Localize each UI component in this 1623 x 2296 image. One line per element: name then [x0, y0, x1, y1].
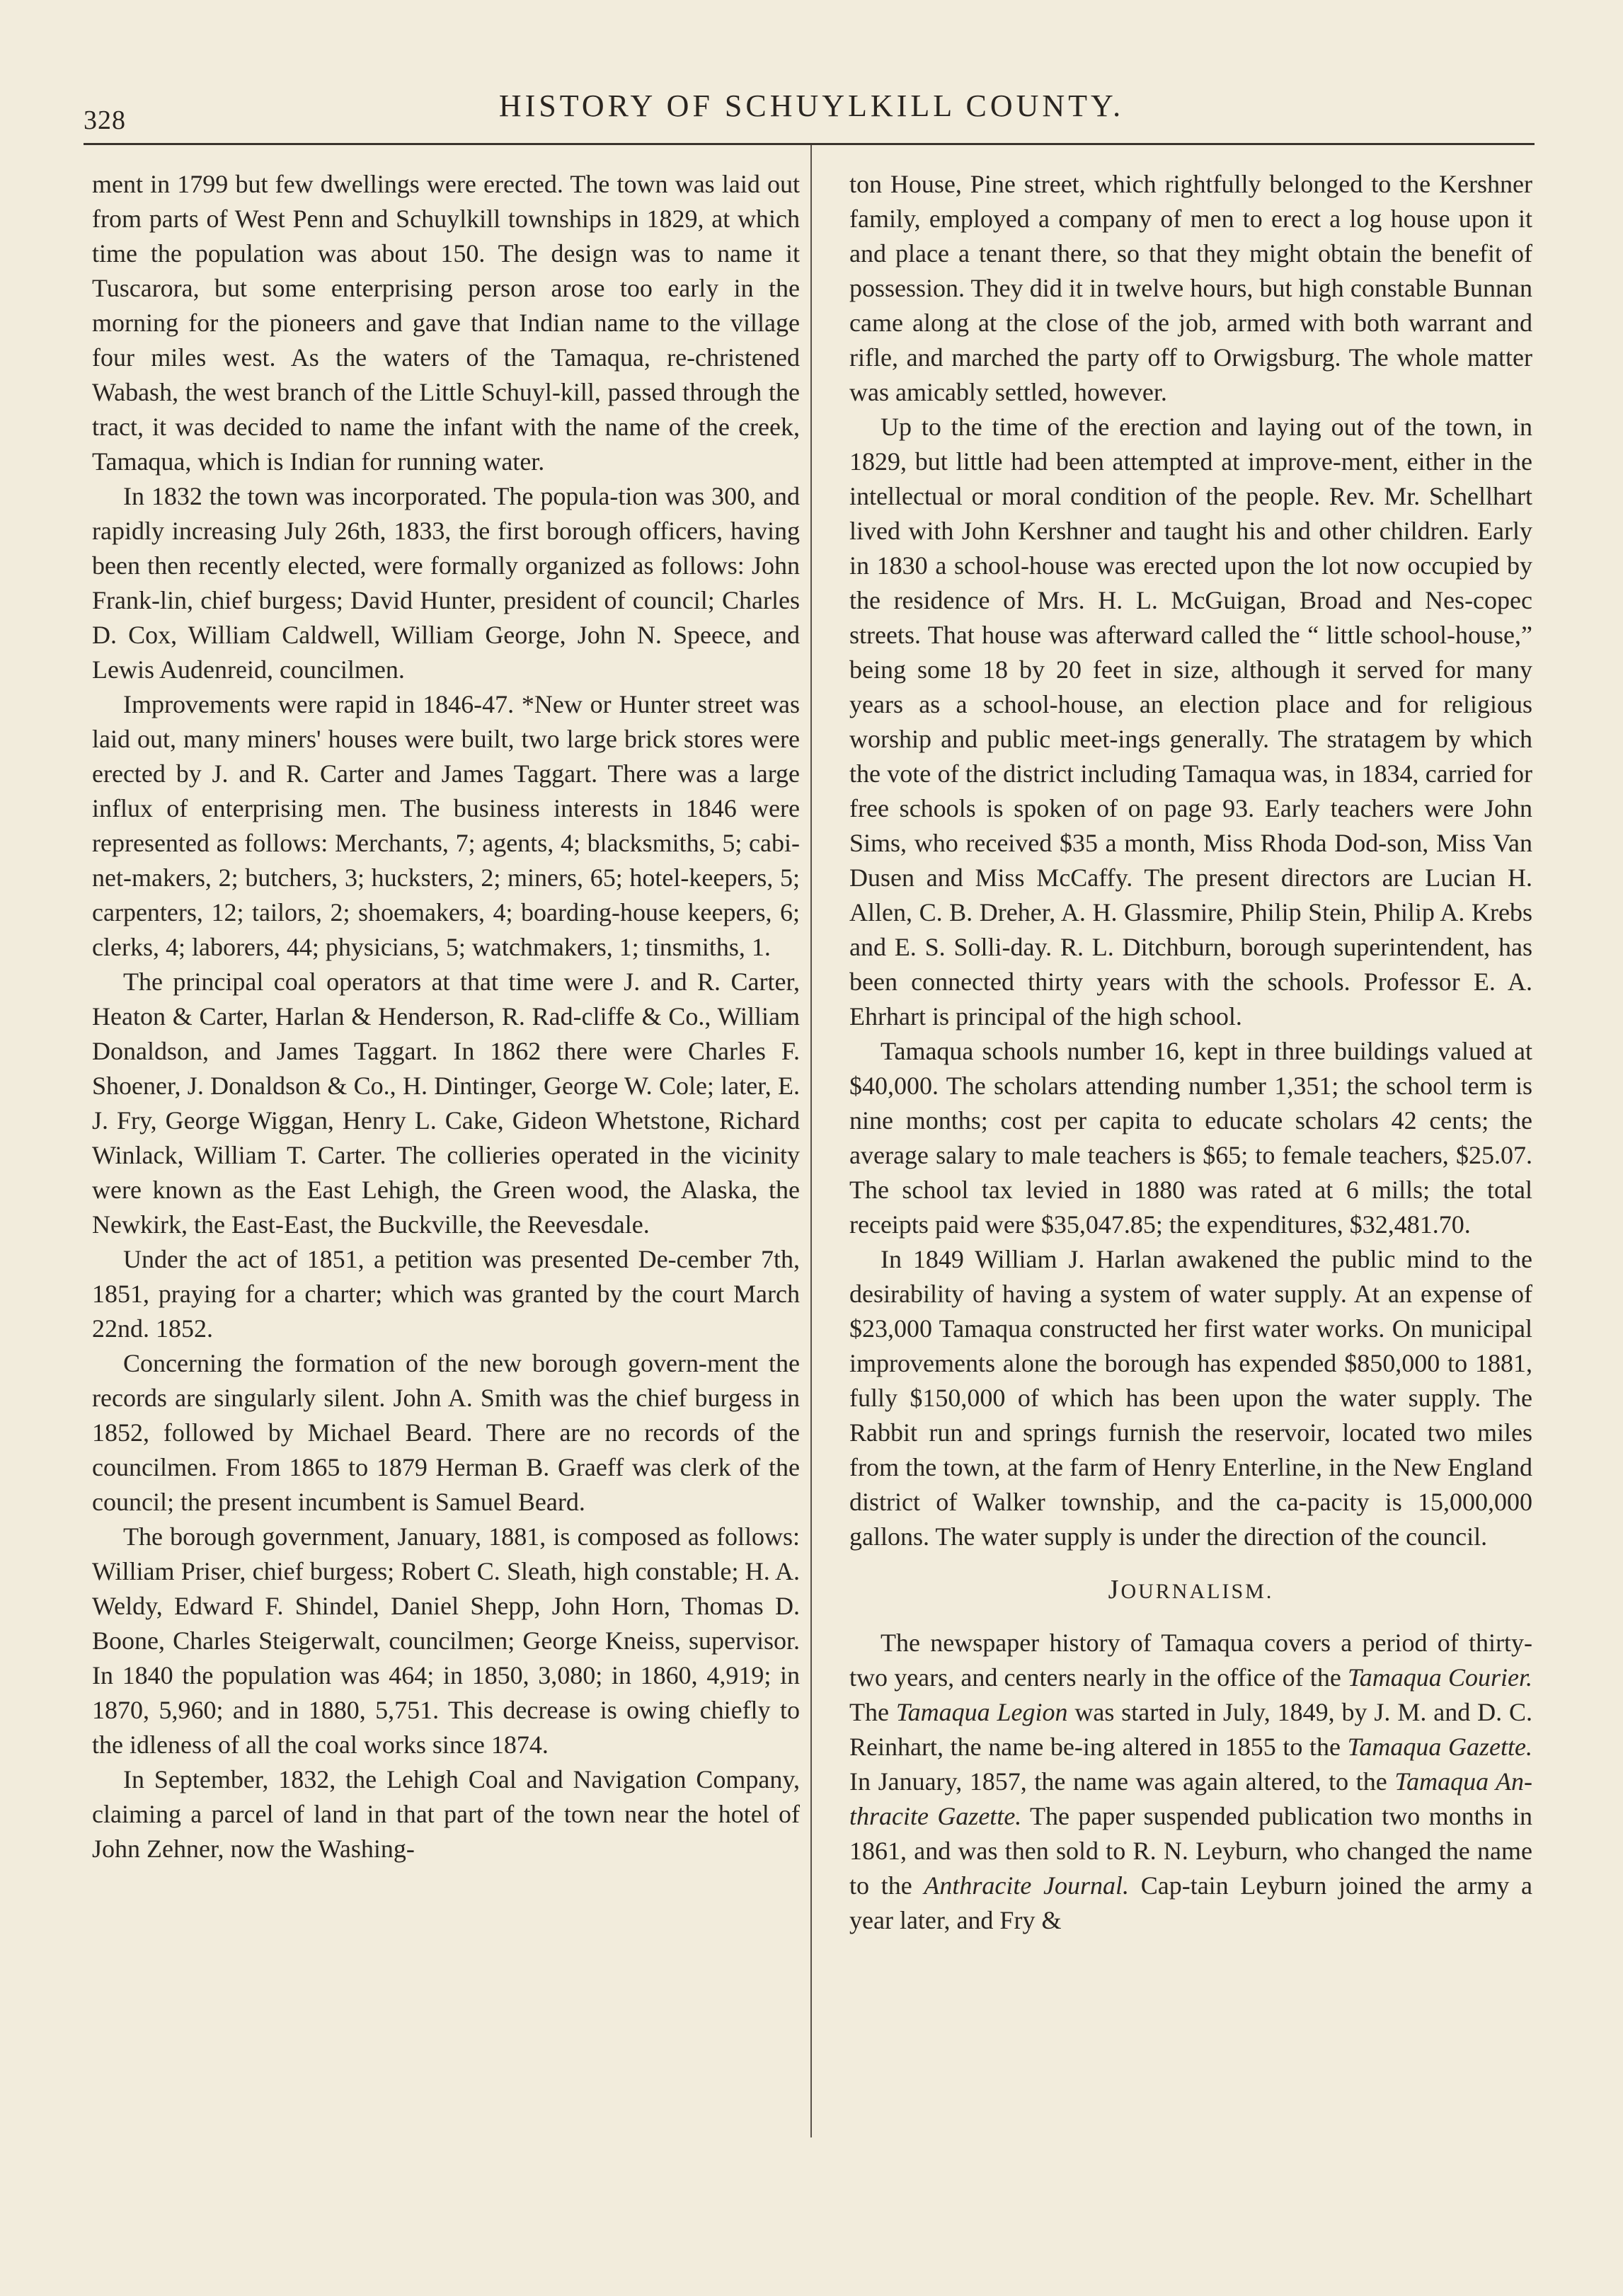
header-rule	[84, 143, 1535, 145]
paragraph: The borough government, January, 1881, is composed as follows: William Priser, chief burgess; Robert C. Sleath, high constable; H. A. Weldy, Edward F. Shindel, Daniel Shepp, John Horn, Thomas D. Boone, Charles Steigerwalt, councilmen; George Kneiss, supervisor. In 1840 the population was 464; in 1850, 3,080; in 1860, 4,919; in 1870, 5,960; and in 1880, 5,751. This decrease is owing chiefly to the idleness of all the coal works since 1874.	[92, 1522, 800, 1759]
newspaper-title: Tamaqua An-thracite Gazette.	[849, 1767, 1532, 1830]
page-number: 328	[84, 105, 126, 135]
paragraph: ment in 1799 but few dwellings were erected. The town was laid out from parts of West Penn and Schuylkill townships in 1829, at which time the population was about 150. The design was to name it Tuscarora, but some enterprising person arose too early in the morning for the pioneers and gave that Indian name to the village four miles west. As the waters of the Tamaqua, re-christened Wabash, the west branch of the Little Schuyl-kill, passed through the tract, it was decided to name the infant with the name of the creek, Tamaqua, which is Indian for running water.	[92, 170, 800, 476]
text-run: In January, 1857, the name was again altered, to the	[849, 1767, 1395, 1796]
right-column	[849, 167, 1532, 1938]
paragraph: In September, 1832, the Lehigh Coal and Navigation Company, claiming a parcel of land in that part of the town near the hotel of John Zehner, now the Washing-	[92, 1765, 800, 1863]
paragraph: Tamaqua schools number 16, kept in three buildings valued at $40,000. The scholars attending number 1,351; the school term is nine months; cost per capita to educate scholars 42 cents; the average salary to male teachers is $65; to female teachers, $25.07. The school tax levied in 1880 was rated at 6 mills; the total receipts paid were $35,047.85; the expenditures, $32,481.70.	[849, 1037, 1532, 1239]
text-run: was started in July, 1849, by J. M. and D. C. Reinhart, the name be-ing altered in 1855 to the	[849, 1698, 1533, 1761]
paragraph-journalism	[849, 1626, 1532, 1938]
text-run: The paper suspended publication two months in 1861, and was then sold to R. N. Leyburn, who changed the name to the	[849, 1802, 1532, 1900]
newspaper-title: Tamaqua Gazette.	[1347, 1733, 1533, 1761]
newspaper-title: Anthracite Journal.	[924, 1871, 1130, 1900]
paragraph: In 1832 the town was incorporated. The popula-tion was 300, and rapidly increasing July 26th, 1833, the first borough officers, having been then recently elected, were formally organized as follows: John Frank-lin, chief burgess; David Hunter, president of council; Charles D. Cox, William Caldwell, William George, John N. Speece, and Lewis Audenreid, councilmen.	[92, 482, 800, 684]
paragraph: In 1849 William J. Harlan awakened the public mind to the desirability of having a system of water supply. At an expense of $23,000 Tamaqua constructed her first water works. On municipal improvements alone the borough has expended $850,000 to 1881, fully $150,000 of which has been upon the water supply. The Rabbit run and springs furnish the reservoir, located two miles from the town, at the farm of Henry Enterline, in the New England district of Walker township, and the ca-pacity is 15,000,000 gallons. The water supply is under the direction of the council.	[849, 1245, 1532, 1551]
column-divider	[810, 145, 812, 2137]
heading-initial: J	[1108, 1575, 1121, 1605]
paragraph: Up to the time of the erection and laying out of the town, in 1829, but little had been attempted at improve-ment, either in the intellectual or moral condition of the people. Rev. Mr. Schellhart lived with John Kershner and taught his and other children. Early in 1830 a school-house was erected upon the lot now occupied by the residence of Mrs. H. L. McGuigan, Broad and Nes-copec streets. That house was afterward called the “ little school-house,” being some 18 by 20 feet in size, although it served for many years as a school-house, an election place and for religious worship and public meet-ings generally. The stratagem by which the vote of the district including Tamaqua was, in 1834, carried for free schools is spoken of on page 93. Early teachers were John Sims, who received $35 a month, Miss Rhoda Dod-son, Miss Van Dusen and Miss McCaffy. The present directors are Lucian H. Allen, C. B. Dreher, A. H. Glassmire, Philip Stein, Philip A. Krebs and E. S. Solli-day. R. L. Ditchburn, borough superintendent, has been connected thirty years with the schools. Professor E. A. Ehrhart is principal of the high school.	[849, 413, 1532, 1031]
newspaper-title: Tamaqua Legion	[895, 1698, 1068, 1726]
paragraph: Under the act of 1851, a petition was presented De-cember 7th, 1851, praying for a charter; which was granted by the court March 22nd. 1852.	[92, 1245, 800, 1343]
text-run: Cap-tain Leyburn joined the army a year later, and Fry &	[849, 1871, 1533, 1934]
text-run: The	[849, 1698, 896, 1726]
text-run: The newspaper history of Tamaqua covers a period of thirty-two years, and centers nearly in the office of the	[849, 1629, 1532, 1692]
newspaper-title: Tamaqua Courier.	[1348, 1663, 1532, 1692]
paragraph: ton House, Pine street, which rightfully belonged to the Kershner family, employed a company of men to erect a log house upon it and place a tenant there, so that they might obtain the benefit of possession. They did it in twelve hours, but high constable Bunnan came along at the close of the job, armed with both warrant and rifle, and marched the party off to Orwigsburg. The whole matter was amicably settled, however.	[849, 170, 1532, 406]
page-title: HISTORY OF SCHUYLKILL COUNTY.	[498, 88, 1125, 123]
paragraph: Improvements were rapid in 1846-47. *New or Hunter street was laid out, many miners' houses were built, two large brick stores were erected by J. and R. Carter and James Taggart. There was a large influx of enterprising men. The business interests in 1846 were represented as follows: Merchants, 7; agents, 4; blacksmiths, 5; cabi-net-makers, 2; butchers, 3; hucksters, 2; miners, 65; hotel-keepers, 5; carpenters, 12; tailors, 2; shoemakers, 4; boarding-house keepers, 6; clerks, 4; laborers, 44; physicians, 5; watchmakers, 1; tinsmiths, 1.	[92, 690, 800, 961]
section-heading-journalism	[849, 1573, 1532, 1609]
paragraph: The principal coal operators at that time were J. and R. Carter, Heaton & Carter, Harlan & Henderson, R. Rad-cliffe & Co., William Donaldson, and James Taggart. In 1862 there were Charles F. Shoener, J. Donaldson & Co., H. Dintinger, George W. Cole; later, E. J. Fry, George Wiggan, Henry L. Cake, Gideon Whetstone, Richard Winlack, William T. Carter. The collieries operated in the vicinity were known as the East Lehigh, the Green wood, the Alaska, the Newkirk, the East-East, the Buckville, the Reevesdale.	[92, 968, 800, 1239]
heading-rest: OURNALISM.	[1120, 1580, 1274, 1603]
paragraph: Concerning the formation of the new borough govern-ment the records are singularly silent. John A. Smith was the chief burgess in 1852, followed by Michael Beard. There are no records of the councilmen. From 1865 to 1879 Herman B. Graeff was clerk of the council; the present incumbent is Samuel Beard.	[92, 1349, 800, 1516]
left-column	[92, 167, 800, 1866]
